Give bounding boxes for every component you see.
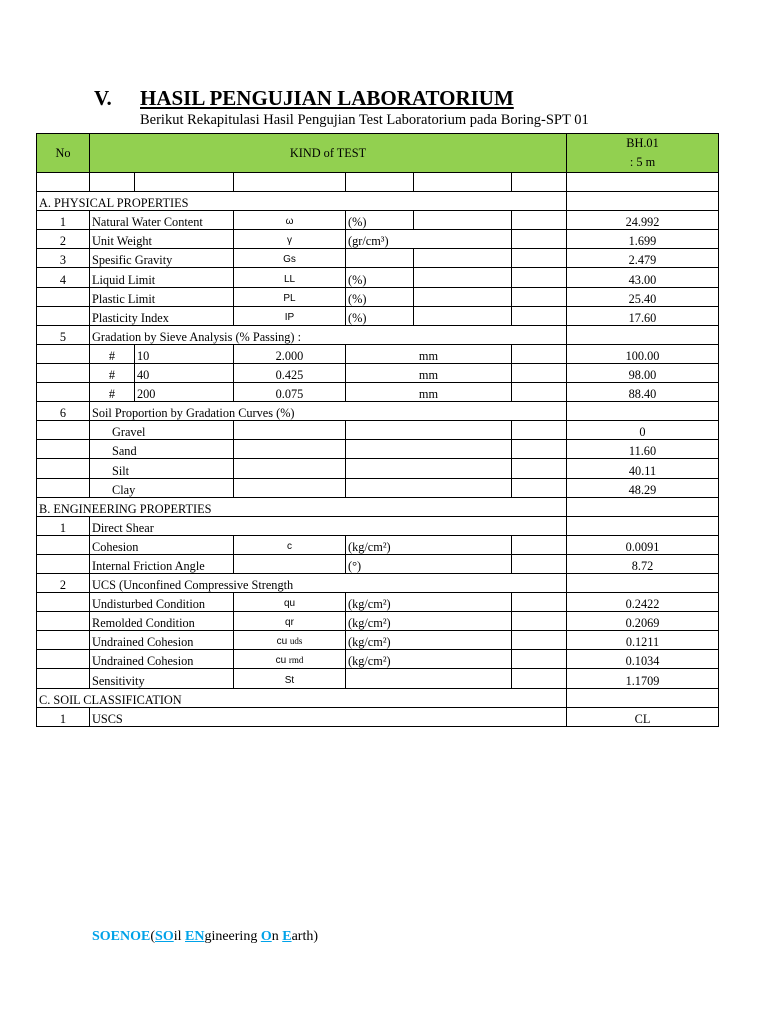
symbol-main: cu [275, 655, 287, 667]
header-borehole [567, 134, 719, 173]
proportion-name: Gravel [90, 421, 234, 440]
brand-word-il: il [173, 929, 185, 944]
row-unit: (°) [346, 554, 512, 573]
section-subtitle: Berikut Rekapitulasi Hasil Pengujian Test Laboratorium pada Boring-SPT 01 [140, 112, 589, 128]
row-symbol: Gs [234, 249, 346, 268]
row-name: Liquid Limit [90, 268, 234, 287]
sieve-row [37, 344, 719, 363]
row-unit: (%) [346, 211, 414, 230]
brand-word-n: n [271, 929, 283, 944]
sieve-size: 0.075 [234, 383, 346, 402]
row-no: 4 [37, 268, 90, 287]
row-value: 0.0091 [567, 535, 719, 554]
row-name: Remolded Condition [90, 612, 234, 631]
table-row [37, 669, 719, 688]
section-title-classification: C. SOIL CLASSIFICATION [37, 688, 567, 707]
row-name: Spesific Gravity [90, 249, 234, 268]
row-unit [346, 669, 512, 688]
sieve-value: 98.00 [567, 363, 719, 382]
row-unit: (kg/cm²) [346, 593, 512, 612]
table-row [37, 268, 719, 287]
table-row [37, 554, 719, 573]
row-name: Internal Friction Angle [90, 554, 234, 573]
row-unit: (gr/cm³) [346, 230, 512, 249]
row-name: Plastic Limit [90, 287, 234, 306]
row-value: 2.479 [567, 249, 719, 268]
shear-title-row [37, 516, 719, 535]
row-value: 0.2422 [567, 593, 719, 612]
row-symbol [234, 650, 346, 669]
table-header-row [37, 134, 719, 173]
row-symbol [234, 593, 346, 612]
row-symbol: LL [234, 268, 346, 287]
row-value: 25.40 [567, 287, 719, 306]
row-unit: (kg/cm²) [346, 535, 512, 554]
sieve-row [37, 363, 719, 382]
header-bh-depth: : 5 m [629, 155, 656, 169]
ucs-title-row [37, 573, 719, 592]
symbol-subscript: rmd [288, 655, 304, 666]
section-row-engineering [37, 497, 719, 516]
section-heading [94, 86, 514, 111]
row-unit: (kg/cm²) [346, 612, 512, 631]
row-symbol: γ [234, 230, 346, 249]
symbol-main: St [284, 674, 295, 686]
section-row-physical [37, 192, 719, 211]
proportion-value: 48.29 [567, 478, 719, 497]
proportion-row [37, 440, 719, 459]
sieve-number: 40 [135, 363, 234, 382]
brand-letters-so: SO [155, 929, 174, 944]
row-name: Sensitivity [90, 669, 234, 688]
header-no: No [37, 134, 90, 173]
table-row [37, 650, 719, 669]
lab-results-table [36, 133, 719, 727]
section-title-physical: A. PHYSICAL PROPERTIES [37, 192, 567, 211]
brand-word-arth: arth) [291, 929, 318, 944]
row-value: 0.2069 [567, 612, 719, 631]
row-no: 1 [37, 516, 90, 535]
shear-title: Direct Shear [90, 516, 567, 535]
proportion-title-row [37, 402, 719, 421]
proportion-value: 11.60 [567, 440, 719, 459]
row-name: USCS [90, 707, 567, 726]
proportion-row [37, 421, 719, 440]
proportion-name: Sand [90, 440, 234, 459]
table-row [37, 230, 719, 249]
table-row [37, 535, 719, 554]
row-no [37, 287, 90, 306]
row-value: 8.72 [567, 554, 719, 573]
row-no: 3 [37, 249, 90, 268]
row-no: 2 [37, 573, 90, 592]
sieve-hash: # [90, 383, 135, 402]
proportion-name: Silt [90, 459, 234, 478]
table-row [37, 306, 719, 325]
table-row [37, 211, 719, 230]
row-symbol: c [234, 535, 346, 554]
sieve-size: 2.000 [234, 344, 346, 363]
spacer-row [37, 173, 719, 192]
row-value: 24.992 [567, 211, 719, 230]
row-unit: (kg/cm²) [346, 650, 512, 669]
row-name: Cohesion [90, 535, 234, 554]
proportion-name: Clay [90, 478, 234, 497]
symbol-subscript: uds [289, 636, 303, 647]
section-row-classification [37, 688, 719, 707]
header-bh-label: BH.01 [626, 136, 659, 150]
row-unit: (%) [346, 268, 414, 287]
brand-word-gineering: gineering [204, 929, 261, 944]
row-value: 17.60 [567, 306, 719, 325]
row-no: 1 [37, 707, 90, 726]
sieve-hash: # [90, 344, 135, 363]
sieve-number: 10 [135, 344, 234, 363]
sieve-row [37, 383, 719, 402]
footer-brand [92, 929, 318, 945]
sieve-value: 88.40 [567, 383, 719, 402]
section-number: V. [94, 86, 112, 110]
table-row [37, 593, 719, 612]
proportion-title: Soil Proportion by Gradation Curves (%) [90, 402, 567, 421]
row-symbol [234, 612, 346, 631]
table-row [37, 707, 719, 726]
row-unit: (kg/cm²) [346, 631, 512, 650]
row-no: 1 [37, 211, 90, 230]
row-value: 1.1709 [567, 669, 719, 688]
row-name: Undisturbed Condition [90, 593, 234, 612]
table-row [37, 631, 719, 650]
row-symbol: ω [234, 211, 346, 230]
gradation-title-row [37, 325, 719, 344]
row-no: 2 [37, 230, 90, 249]
brand-paren: ( [150, 929, 156, 944]
sieve-size: 0.425 [234, 363, 346, 382]
sieve-unit: mm [346, 383, 512, 402]
symbol-main: cu [276, 636, 288, 648]
table-row [37, 249, 719, 268]
row-value: CL [567, 707, 719, 726]
brand-letter-o: O [260, 929, 272, 944]
row-symbol [234, 554, 346, 573]
row-name: Undrained Cohesion [90, 650, 234, 669]
header-kind-of-test: KIND of TEST [90, 134, 567, 173]
sieve-value: 100.00 [567, 344, 719, 363]
ucs-title: UCS (Unconfined Compressive Strength [90, 573, 567, 592]
section-title: HASIL PENGUJIAN LABORATORIUM [140, 86, 514, 110]
row-symbol [234, 631, 346, 650]
gradation-title: Gradation by Sieve Analysis (% Passing) : [90, 325, 567, 344]
row-symbol [234, 669, 346, 688]
brand-name: SOENOE [92, 929, 151, 944]
row-name: Undrained Cohesion [90, 631, 234, 650]
sieve-number: 200 [135, 383, 234, 402]
proportion-row [37, 478, 719, 497]
row-unit [346, 249, 414, 268]
row-unit: (%) [346, 306, 414, 325]
row-no [37, 306, 90, 325]
symbol-main: qr [285, 617, 294, 629]
row-value: 1.699 [567, 230, 719, 249]
row-symbol: IP [234, 306, 346, 325]
sieve-unit: mm [346, 363, 512, 382]
row-no: 6 [37, 402, 90, 421]
symbol-main: qu [283, 598, 296, 610]
sieve-hash: # [90, 363, 135, 382]
brand-letters-en: EN [185, 929, 205, 944]
section-title-engineering: B. ENGINEERING PROPERTIES [37, 497, 567, 516]
proportion-value: 40.11 [567, 459, 719, 478]
row-no: 5 [37, 325, 90, 344]
proportion-row [37, 459, 719, 478]
row-value: 43.00 [567, 268, 719, 287]
brand-letter-e: E [282, 929, 292, 944]
row-unit: (%) [346, 287, 414, 306]
table-row [37, 287, 719, 306]
proportion-value: 0 [567, 421, 719, 440]
table-row [37, 612, 719, 631]
row-value: 0.1211 [567, 631, 719, 650]
row-name: Natural Water Content [90, 211, 234, 230]
row-value: 0.1034 [567, 650, 719, 669]
row-symbol: PL [234, 287, 346, 306]
row-name: Plasticity Index [90, 306, 234, 325]
row-name: Unit Weight [90, 230, 234, 249]
sieve-unit: mm [346, 344, 512, 363]
